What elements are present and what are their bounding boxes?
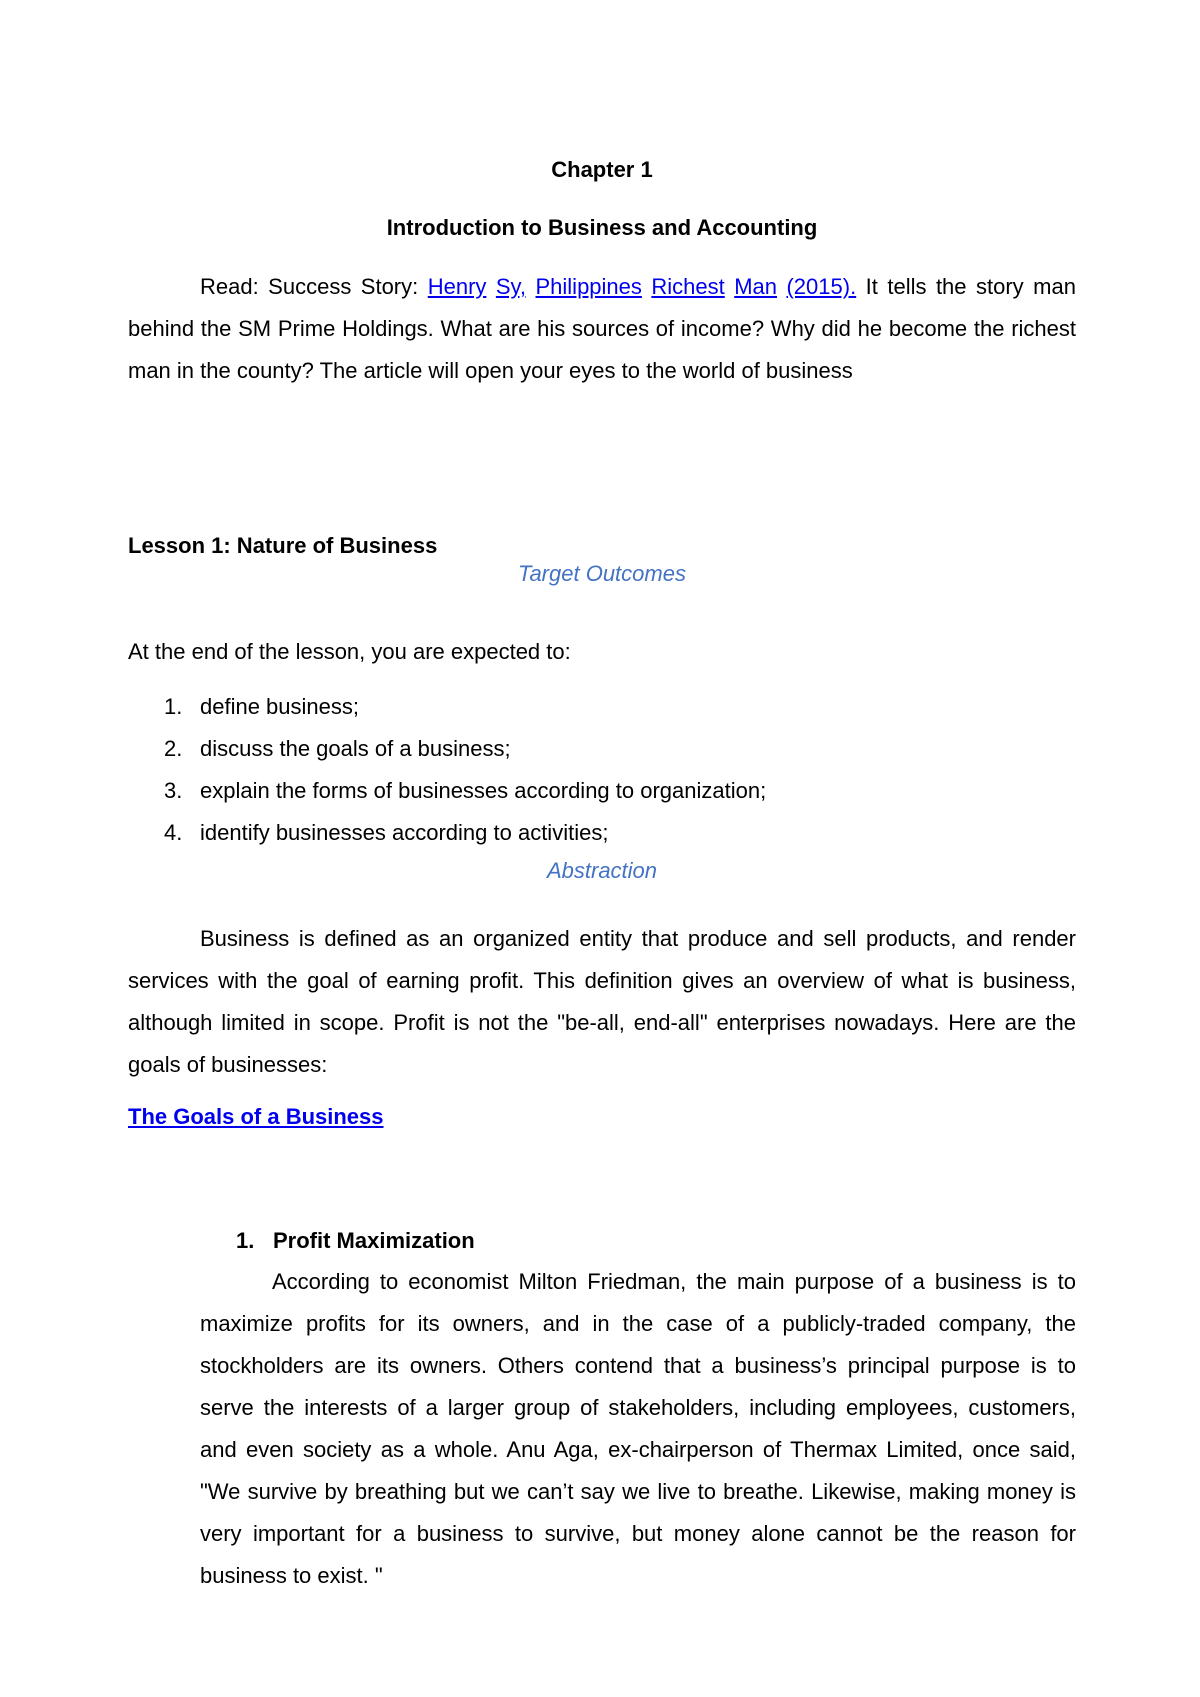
- goals-of-business-link[interactable]: The Goals of a Business: [128, 1104, 384, 1129]
- list-text: discuss the goals of a business;: [200, 736, 511, 761]
- list-item: [128, 686, 1076, 728]
- goals-link-block: [128, 1097, 1076, 1137]
- read-suffix: It tells the story man behind the SM Prime Holdings. What are his sources of income? Why did he become the richest man in the county? The article will open your eyes to the world of business: [128, 274, 1076, 383]
- richest-link[interactable]: Richest: [651, 274, 725, 299]
- list-text: define business;: [200, 694, 359, 719]
- year-link[interactable]: (2015).: [786, 274, 857, 299]
- abstraction-paragraph: Business is defined as an organized entity that produce and sell products, and render services with the goal of earning profit. This definition gives an overview of what is business, although limited in scope. Profit is not the "be-all, end-all" enterprises nowadays. Here are the goals of businesses:: [128, 926, 1076, 1077]
- list-text: identify businesses according to activities;: [200, 820, 609, 845]
- document-content: [128, 150, 1076, 1588]
- abstraction-body-block: [128, 918, 1076, 1086]
- henry-link[interactable]: Henry: [427, 274, 487, 299]
- man-link[interactable]: Man: [734, 274, 777, 299]
- target-outcomes-heading: Target Outcomes: [518, 561, 686, 586]
- abstraction-section: [128, 851, 1076, 891]
- read-paragraph: [128, 266, 1076, 392]
- list-item: [128, 728, 1076, 770]
- objectives-list-block: [128, 686, 1076, 854]
- goal-item: [128, 1221, 1076, 1597]
- target-outcomes-section: [128, 554, 1076, 594]
- outcomes-intro-block: [128, 631, 1076, 673]
- chapter-subtitle: Introduction to Business and Accounting: [386, 215, 818, 240]
- list-item: [128, 812, 1076, 854]
- objectives-list: [128, 686, 1076, 854]
- read-prefix: Read: Success Story:: [200, 274, 428, 299]
- list-number: 4.: [164, 820, 183, 845]
- goal-title: Profit Maximization: [273, 1228, 475, 1253]
- goal-number: 1.: [236, 1228, 255, 1253]
- lesson-title: Lesson 1: Nature of Business: [128, 533, 438, 558]
- list-number: 3.: [164, 778, 183, 803]
- philippines-link[interactable]: Philippines: [535, 274, 642, 299]
- abstraction-heading: Abstraction: [546, 858, 658, 883]
- chapter-title: Chapter 1: [551, 157, 653, 182]
- sy-link[interactable]: Sy,: [495, 274, 527, 299]
- goal-heading: [128, 1221, 1076, 1261]
- outcomes-intro: At the end of the lesson, you are expected to:: [128, 639, 571, 664]
- list-number: 2.: [164, 736, 183, 761]
- goal-body: According to economist Milton Friedman, the main purpose of a business is to maximize profits for its owners, and in the case of a publicly-traded company, the stockholders are its owners. Others contend that a business’s principal purpose is to serve the interests of a larger group of stakeholders, including employees, customers, and even society as a whole. Anu Aga, ex-chairperson of Thermax Limited, once said, "We survive by breathing but we can’t say we live to breathe. Likewise, making money is very important for a business to survive, but money alone cannot be the reason for business to exist. ": [200, 1269, 1076, 1588]
- list-text: explain the forms of businesses according to organization;: [200, 778, 767, 803]
- list-number: 1.: [164, 694, 183, 719]
- list-item: [128, 770, 1076, 812]
